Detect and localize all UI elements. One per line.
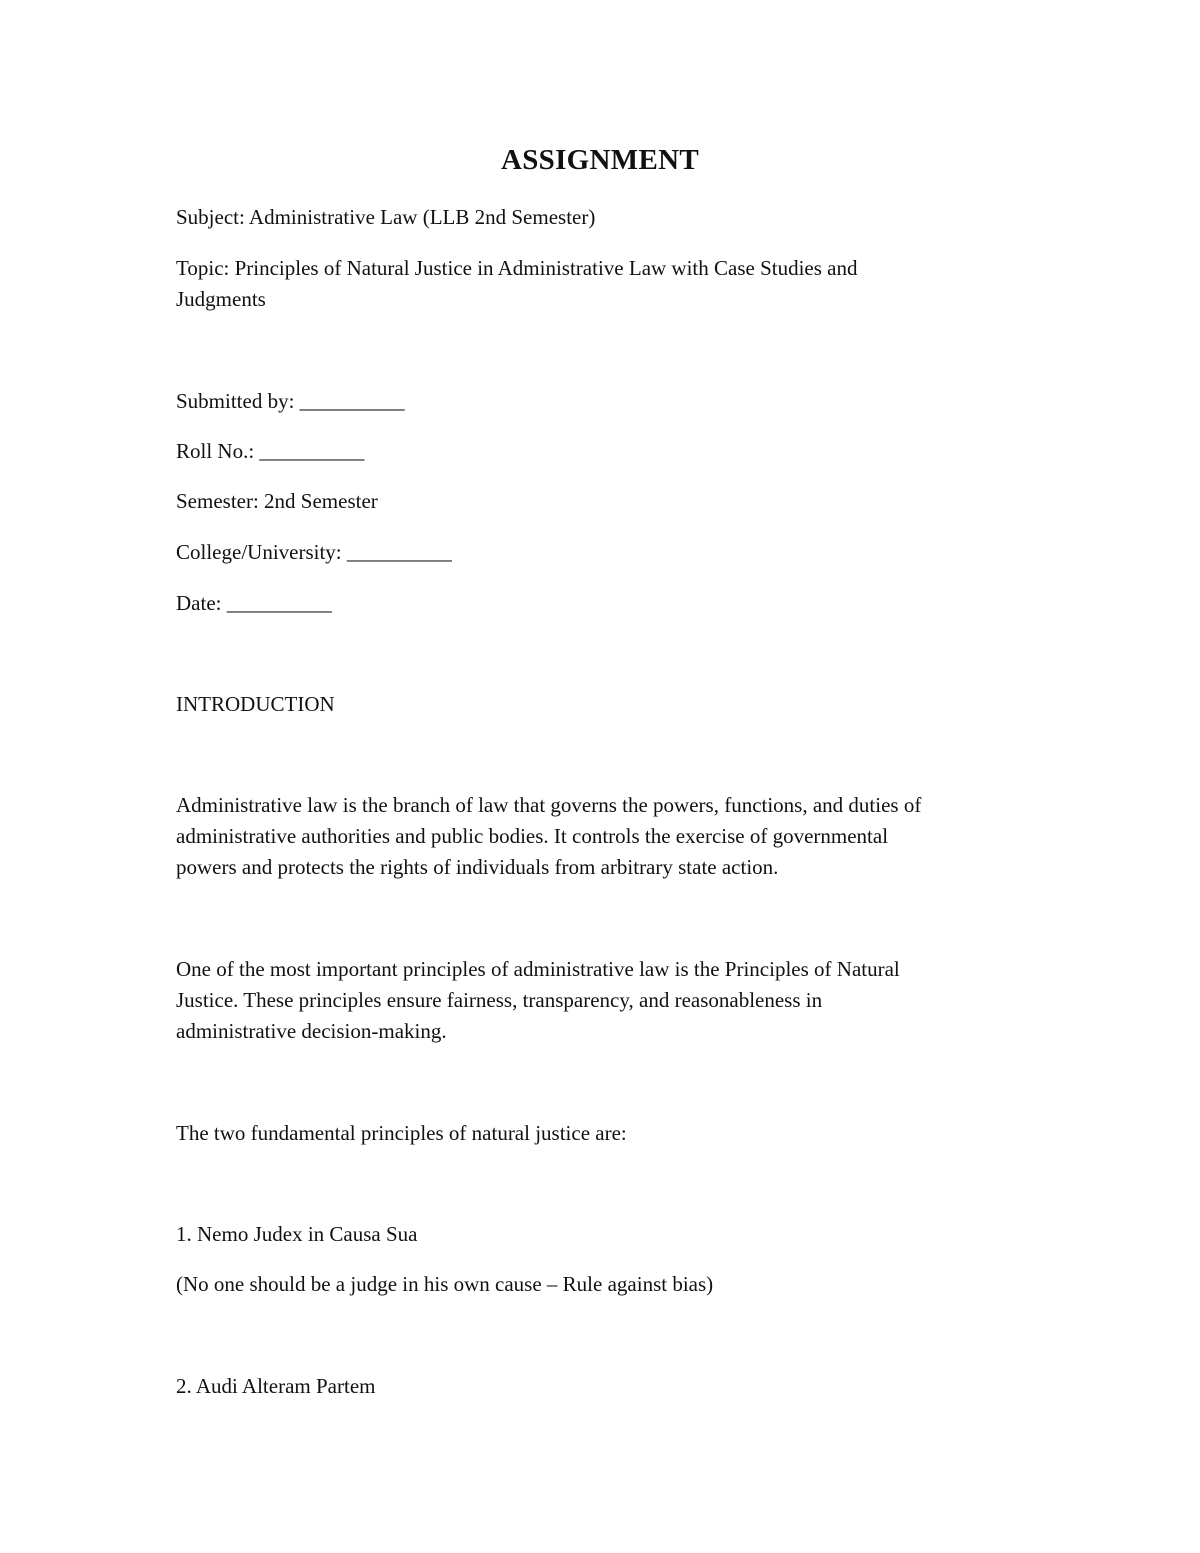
principle-1-title: 1. Nemo Judex in Causa Sua (176, 1222, 418, 1246)
topic-line-1: Topic: Principles of Natural Justice in Administrative Law with Case Studies and (176, 256, 858, 280)
topic-line-2: Judgments (176, 287, 266, 311)
paragraph-2-line-2: Justice. These principles ensure fairness, transparency, and reasonableness in (176, 988, 823, 1012)
college-field: College/University: __________ (176, 540, 452, 564)
semester-field: Semester: 2nd Semester (176, 489, 378, 513)
principles-intro: The two fundamental principles of natural justice are: (176, 1121, 627, 1145)
page-title: ASSIGNMENT (501, 144, 699, 176)
roll-no-field: Roll No.: __________ (176, 439, 365, 463)
paragraph-2-line-3: administrative decision-making. (176, 1019, 447, 1043)
subject-line: Subject: Administrative Law (LLB 2nd Semester) (176, 205, 596, 229)
principle-1-description: (No one should be a judge in his own cause – Rule against bias) (176, 1272, 714, 1296)
date-field: Date: __________ (176, 591, 332, 615)
introduction-heading: INTRODUCTION (176, 692, 335, 716)
principle-2-title: 2. Audi Alteram Partem (176, 1374, 376, 1398)
paragraph-1-line-1: Administrative law is the branch of law that governs the powers, functions, and duties of (176, 793, 922, 817)
paragraph-1-line-3: powers and protects the rights of individuals from arbitrary state action. (176, 855, 779, 879)
paragraph-2-line-1: One of the most important principles of administrative law is the Principles of Natural (176, 957, 900, 981)
paragraph-1-line-2: administrative authorities and public bodies. It controls the exercise of governmental (176, 824, 889, 848)
submitted-by-field: Submitted by: __________ (176, 389, 405, 413)
